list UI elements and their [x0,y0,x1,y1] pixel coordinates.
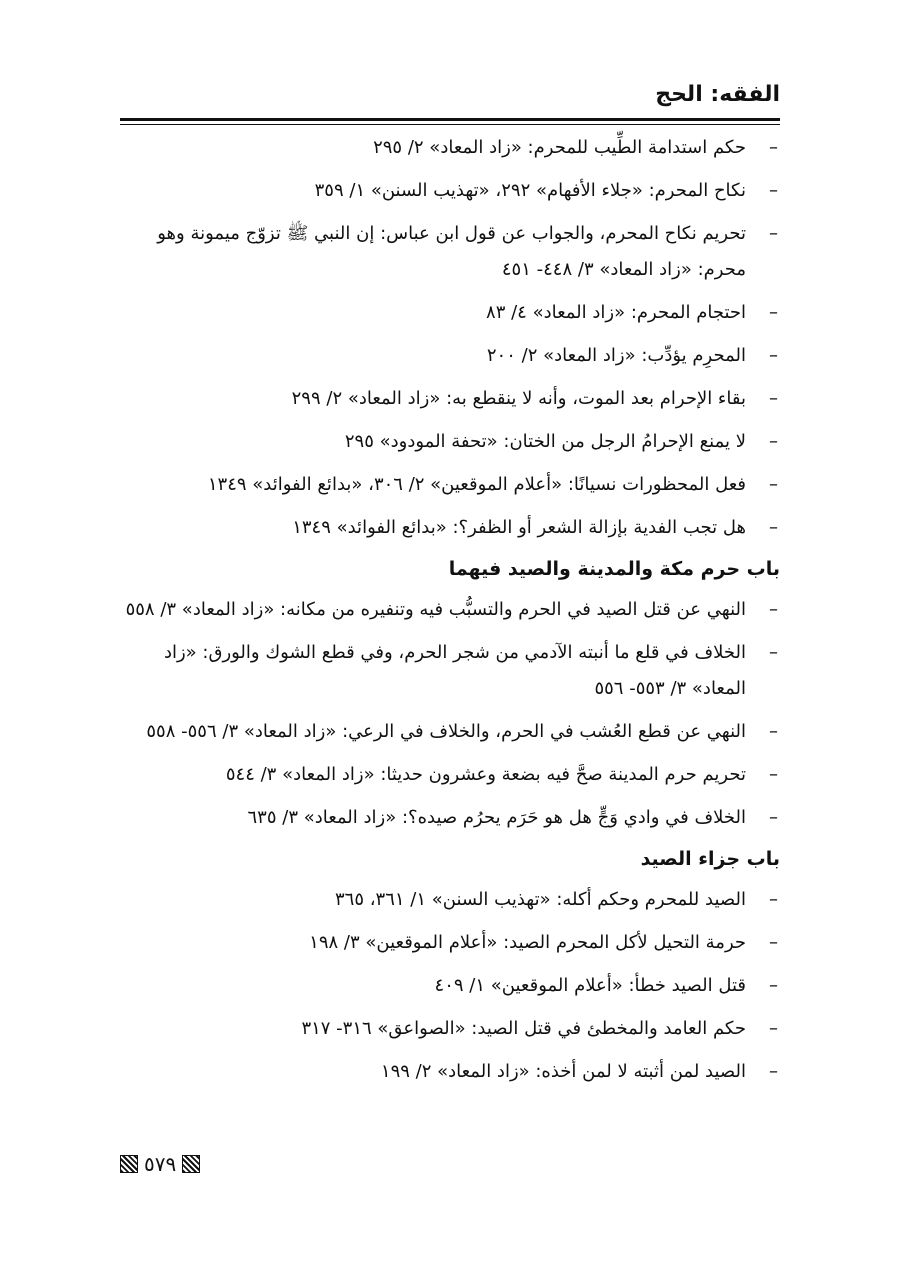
header-rule-thick [120,118,780,121]
list-item-text: المحرِم يؤدِّب: «زاد المعاد» ٢/ ٢٠٠ [486,345,746,366]
list-item-text: الخلاف في وادي وَجٍّ هل هو حَرَم يحرُم صيده؟: «زاد المعاد» ٣/ ٦٣٥ [247,807,746,828]
list-item-text: تحريم نكاح المحرم، والجواب عن قول ابن عباس: إن النبي ﷺ تزوّج ميمونة وهو محرم: «زاد المعاد» ٣/ ٤٤٨- ٤٥١ [157,223,746,280]
list-item [110,925,780,961]
list-item [110,467,780,503]
page-folio [120,1152,200,1176]
page-number: ٥٧٩ [144,1152,177,1176]
list-item [110,130,780,166]
list-item [110,338,780,374]
bullet-dash-icon: – [769,431,778,452]
section-heading: باب جزاء الصيد [640,848,780,870]
bullet-dash-icon: – [769,932,778,953]
list-item-text: تحريم حرم المدينة صحَّ فيه بضعة وعشرون حديثا: «زاد المعاد» ٣/ ٥٤٤ [225,764,746,785]
bullet-dash-icon: – [769,223,778,244]
bullet-dash-icon: – [769,302,778,323]
ornament-icon [182,1155,200,1173]
bullet-dash-icon: – [769,1018,778,1039]
list-item [110,635,780,707]
bullet-dash-icon: – [769,721,778,742]
list-item-text: نكاح المحرم: «جلاء الأفهام» ٢٩٢، «تهذيب السنن» ١/ ٣٥٩ [314,180,746,201]
list-item-text: قتل الصيد خطأ: «أعلام الموقعين» ١/ ٤٠٩ [434,975,746,996]
bullet-dash-icon: – [769,1061,778,1082]
list-item-text: الصيد لمن أثبته لا لمن أخذه: «زاد المعاد» ٢/ ١٩٩ [380,1061,746,1082]
list-item [110,800,780,836]
ornament-icon [120,1155,138,1173]
list-item-text: حكم استدامة الطِّيب للمحرم: «زاد المعاد» ٢/ ٢٩٥ [373,137,746,158]
list-item [110,216,780,288]
list-item-text: النهي عن قطع العُشب في الحرم، والخلاف في الرعي: «زاد المعاد» ٣/ ٥٥٦- ٥٥٨ [146,721,746,742]
bullet-dash-icon: – [769,474,778,495]
list-item [110,592,780,628]
list-item-text: الخلاف في قلع ما أنبته الآدمي من شجر الحرم، وفي قطع الشوك والورق: «زاد المعاد» ٣/ ٥٥٣- ٥٥٦ [163,642,746,699]
bullet-dash-icon: – [769,807,778,828]
list-item-text: هل تجب الفدية بإزالة الشعر أو الظفر؟: «بدائع الفوائد» ١٣٤٩ [292,517,746,538]
bullet-dash-icon: – [769,517,778,538]
list-item-text: بقاء الإحرام بعد الموت، وأنه لا ينقطع به: «زاد المعاد» ٢/ ٢٩٩ [291,388,746,409]
bullet-dash-icon: – [769,137,778,158]
list-item [110,882,780,918]
section-heading: باب حرم مكة والمدينة والصيد فيهما [448,558,780,580]
list-item-text: حكم العامد والمخطئ في قتل الصيد: «الصواعق» ٣١٦- ٣١٧ [301,1018,746,1039]
list-item [110,424,780,460]
bullet-dash-icon: – [769,180,778,201]
bullet-dash-icon: – [769,345,778,366]
list-item-text: الصيد للمحرم وحكم أكله: «تهذيب السنن» ١/ ٣٦١، ٣٦٥ [334,889,746,910]
list-item [110,714,780,750]
bullet-dash-icon: – [769,599,778,620]
bullet-dash-icon: – [769,642,778,663]
list-item [110,381,780,417]
header-rule-thin [120,124,780,125]
list-item [110,295,780,331]
list-item-text: النهي عن قتل الصيد في الحرم والتسبُّب فيه وتنفيره من مكانه: «زاد المعاد» ٣/ ٥٥٨ [125,599,746,620]
list-item [110,968,780,1004]
bullet-dash-icon: – [769,388,778,409]
running-header: الفقه: الحج [655,82,780,107]
list-item-text: احتجام المحرم: «زاد المعاد» ٤/ ٨٣ [486,302,746,323]
index-list [110,130,780,1097]
bullet-dash-icon: – [769,764,778,785]
list-item-text: لا يمنع الإحرامُ الرجل من الختان: «تحفة المودود» ٢٩٥ [344,431,746,452]
list-item-text: حرمة التحيل لأكل المحرم الصيد: «أعلام الموقعين» ٣/ ١٩٨ [309,932,746,953]
list-item-text: فعل المحظورات نسيانًا: «أعلام الموقعين» ٢/ ٣٠٦، «بدائع الفوائد» ١٣٤٩ [207,474,746,495]
list-item [110,173,780,209]
bullet-dash-icon: – [769,975,778,996]
list-item [110,510,780,546]
list-item [110,1054,780,1090]
list-item [110,757,780,793]
bullet-dash-icon: – [769,889,778,910]
list-item [110,1011,780,1047]
